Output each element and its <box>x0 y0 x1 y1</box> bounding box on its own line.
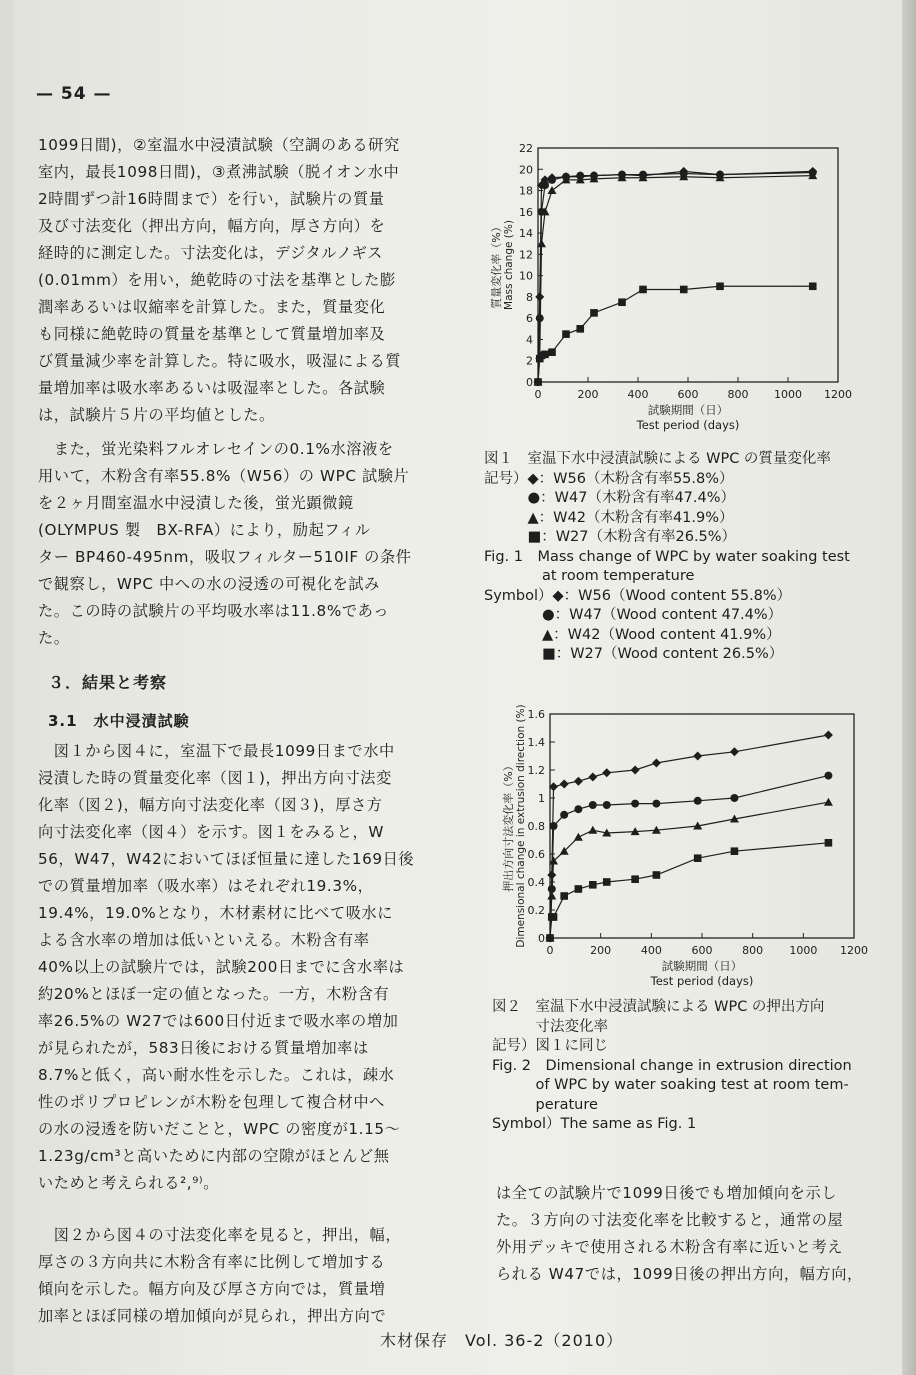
data-point-w56 <box>560 780 569 789</box>
y-tick-label: 2 <box>526 354 533 368</box>
series-line-w42 <box>550 802 828 938</box>
x-tick-label: 400 <box>627 388 649 401</box>
data-point-w47 <box>550 822 558 830</box>
data-point-w47 <box>574 805 582 813</box>
y-tick-label: 10 <box>519 269 533 283</box>
journal-footer: 木材保存 Vol. 36-2（2010） <box>380 1331 624 1350</box>
data-point-w27 <box>560 892 568 900</box>
data-point-w27 <box>541 351 549 359</box>
y-axis-label: Mass change (%) <box>503 220 515 310</box>
data-point-w56 <box>574 777 583 786</box>
y-tick-label: 0 <box>538 932 545 945</box>
y-tick-label: 0.4 <box>527 876 545 889</box>
figure-2-caption: 図２ 室温下水中浸漬試験による WPC の押出方向 寸法変化率 記号）図１に同じ Fig. 2 Dimensional change in extrusion direction of WPC by water soaking test at room tem- perature Symbol）The same as Fig. 1 <box>492 999 852 1132</box>
dimension-paragraph: 図２から図４の寸法変化率を見ると，押出，幅， 厚さの３方向共に木粉含有率に比例して増加する 傾向を示した。幅方向及び厚さ方向では，質量増 加率とほぼ同様の増加傾向が見られ，押出方向で <box>38 1226 402 1325</box>
data-point-w27 <box>618 298 626 306</box>
y-tick-label: 20 <box>519 163 533 177</box>
plot-frame <box>550 714 854 938</box>
section-heading-results: ３．結果と考察 <box>48 673 168 692</box>
y-tick-label: 12 <box>519 248 533 262</box>
x-axis-label: Test period (days) <box>650 974 754 988</box>
data-point-w47 <box>730 794 738 802</box>
data-point-w56 <box>824 731 833 740</box>
y-axis-label-jp: 押出方向寸法変化率（%） <box>502 760 515 892</box>
x-tick-label: 600 <box>677 388 699 401</box>
data-point-w47 <box>560 811 568 819</box>
data-point-w27 <box>548 348 556 356</box>
data-point-w47 <box>652 800 660 808</box>
data-point-w42 <box>547 892 556 900</box>
y-tick-label: 1.4 <box>527 736 545 749</box>
data-point-w56 <box>602 768 611 777</box>
x-tick-label: 200 <box>577 388 599 401</box>
data-point-w47 <box>631 800 639 808</box>
data-point-w27 <box>590 309 598 317</box>
data-point-w47 <box>548 176 556 184</box>
y-tick-label: 14 <box>519 227 533 241</box>
x-tick-label: 200 <box>590 944 612 957</box>
fluorescence-paragraph: また，蛍光染料フルオレセインの0.1%水溶液を 用いて，木粉含有率55.8%（W56）の WPC 試験片 を２ヶ月間室温水中浸漬した後，蛍光顕微鏡 (OLYMPUS 製 BX-RFA）により，励起フィル ター BP460-495nm，吸収フィルター510IF の条件 で観察し，WPC 中への水の浸透の可視化を試み た。この時の試験片の平均吸水率は11.8%であっ た。 <box>38 440 412 647</box>
data-point-w47 <box>694 797 702 805</box>
y-tick-label: 0.2 <box>527 904 545 917</box>
data-point-w27 <box>562 330 570 338</box>
results-paragraph: 図１から図４に，室温下で最長1099日まで水中 浸漬した時の質量変化率（図１)，押出方向寸法変 化率（図２)，幅方向寸法変化率（図３)，厚さ方 向寸法変化率（図４）を示す。図１をみると，W 56，W47，W42においてほぼ恒量に達した169日後 での質量増加率（吸水率）はそれぞれ19.3%， 19.4%，19.0%となり，木材素材に比べて吸水に よる含水率の増加は低いといえる。木粉含有率 40%以上の試験片では，試験200日までに含水率は 約20%とほぼ一定の値となった。一方，木粉含有 率26.5%の W27では600日付近まで吸水率の増加 が見られたが，583日後における質量増加率は 8.7%と低く，高い耐水性を示した。これは，疎水 性のポリプロピレンが木粉を包理して複合材中へ の水の浸透を防いだことと，WPC の密度が1.15～ 1.23g/cm³と高いために内部の空隙がほとんど無 いためと考えられる²,⁹⁾。 <box>38 742 415 1192</box>
data-point-w56 <box>652 759 661 768</box>
series-line-w27 <box>538 286 813 382</box>
x-tick-label: 0 <box>534 388 542 401</box>
x-tick-label: 1200 <box>840 944 868 957</box>
x-tick-label: 1200 <box>824 388 852 401</box>
figure-1-caption: 図１ 室温下水中浸漬試験による WPC の質量変化率 記号）◆：W56（木粉含有率55.8%） ●：W47（木粉含有率47.4%） ▲：W42（木粉含有率41.9%） ■：W27（木粉含有率26.5%） Fig. 1 Mass change of WPC by water soaking test at room temperature Symbol）◆：W56（Wood content 55.8%） ●：W47（Wood content 47.4%） ▲：W42（Wood content 41.9%） ■：W27（Wood content 26.5%） <box>484 451 850 662</box>
page-edge <box>902 0 916 1375</box>
x-tick-label: 600 <box>691 944 713 957</box>
data-point-w56 <box>693 752 702 761</box>
data-point-w42 <box>574 833 583 841</box>
y-tick-label: 0.8 <box>527 820 545 833</box>
x-tick-label: 400 <box>640 944 662 957</box>
series-line-w56 <box>538 171 813 382</box>
y-tick-label: 8 <box>526 290 533 304</box>
figure-2-chart <box>484 700 884 1000</box>
series-line-w27 <box>550 843 828 938</box>
data-point-w27 <box>809 282 817 290</box>
y-tick-label: 1.6 <box>527 708 545 721</box>
data-point-w27 <box>546 934 554 942</box>
x-tick-label: 800 <box>727 388 749 401</box>
series-line-w56 <box>550 735 828 938</box>
x-axis-label-jp: 試験期間（日） <box>647 403 729 417</box>
data-point-w27 <box>694 854 702 862</box>
x-tick-label: 0 <box>546 944 554 957</box>
data-point-w27 <box>589 881 597 889</box>
subsection-heading-soaking: 3.1 水中浸漬試験 <box>48 712 190 730</box>
x-tick-label: 800 <box>742 944 764 957</box>
data-point-w42 <box>824 798 833 806</box>
data-point-w47 <box>603 801 611 809</box>
y-tick-label: 1.2 <box>527 764 545 777</box>
data-point-w27 <box>716 282 724 290</box>
data-point-w56 <box>730 747 739 756</box>
methods-paragraph: 1099日間)，②室温水中浸漬試験（空調のある研究 室内，最長1098日間)，③煮沸試験（脱イオン水中 2時間ずつ計16時間まで）を行い，試験片の質量 及び寸法変化（押出方向，幅方向，厚さ方向）を 経時的に測定した。寸法変化は，デジタルノギス (0.01mm）を用い，絶乾時の寸法を基準とした膨 潤率あるいは収縮率を計算した。また，質量変化 も同様に絶乾時の質量を基準として質量増加率及 び質量減少率を計算した。特に吸水，吸湿による質 量増加率は吸水率あるいは吸湿率とした。各試験 は，試験片５片の平均値とした。 <box>38 136 402 424</box>
y-tick-label: 4 <box>526 333 533 347</box>
data-point-w27 <box>550 913 558 921</box>
y-tick-label: 0 <box>526 376 533 389</box>
data-point-w27 <box>731 847 739 855</box>
data-point-w42 <box>588 826 597 834</box>
data-point-w27 <box>825 839 833 847</box>
y-tick-label: 0.6 <box>527 848 545 861</box>
y-axis-label-jp: 質量変化率（%） <box>490 221 503 309</box>
data-point-w27 <box>631 875 639 883</box>
y-tick-label: 1 <box>538 792 545 805</box>
y-tick-label: 16 <box>519 205 533 219</box>
data-point-w27 <box>603 878 611 886</box>
data-point-w27 <box>534 378 542 386</box>
data-point-w56 <box>588 773 597 782</box>
series-line-w42 <box>538 176 813 382</box>
data-point-w56 <box>631 766 640 775</box>
data-point-w27 <box>575 885 583 893</box>
data-point-w27 <box>653 871 661 879</box>
data-point-w27 <box>680 286 688 294</box>
data-point-w42 <box>548 186 557 194</box>
continued-paragraph: は全ての試験片で1099日後でも増加傾向を示し た。３方向の寸法変化率を比較すると，通常の屋 外用デッキで使用される木粉含有率に近いと考え られる W47では，1099日後の押出方向，幅方向， <box>496 1184 863 1283</box>
x-axis-label-jp: 試験期間（日） <box>661 959 743 973</box>
data-point-w47 <box>541 181 549 189</box>
data-point-w27 <box>639 286 647 294</box>
x-tick-label: 1000 <box>774 388 802 401</box>
x-axis-label: Test period (days) <box>636 418 740 432</box>
series-line-w47 <box>550 776 828 938</box>
y-tick-label: 6 <box>526 312 533 326</box>
x-tick-label: 1000 <box>789 944 818 957</box>
data-point-w27 <box>576 325 584 333</box>
series-line-w47 <box>538 172 813 382</box>
data-point-w47 <box>589 801 597 809</box>
y-tick-label: 18 <box>519 184 533 198</box>
data-point-w47 <box>824 772 832 780</box>
y-tick-label: 22 <box>519 142 533 155</box>
page-number: — 54 — <box>36 84 112 104</box>
figure-1-chart <box>478 132 878 448</box>
y-axis-label: Dimensional change in extrusion direction (%) <box>515 704 527 948</box>
